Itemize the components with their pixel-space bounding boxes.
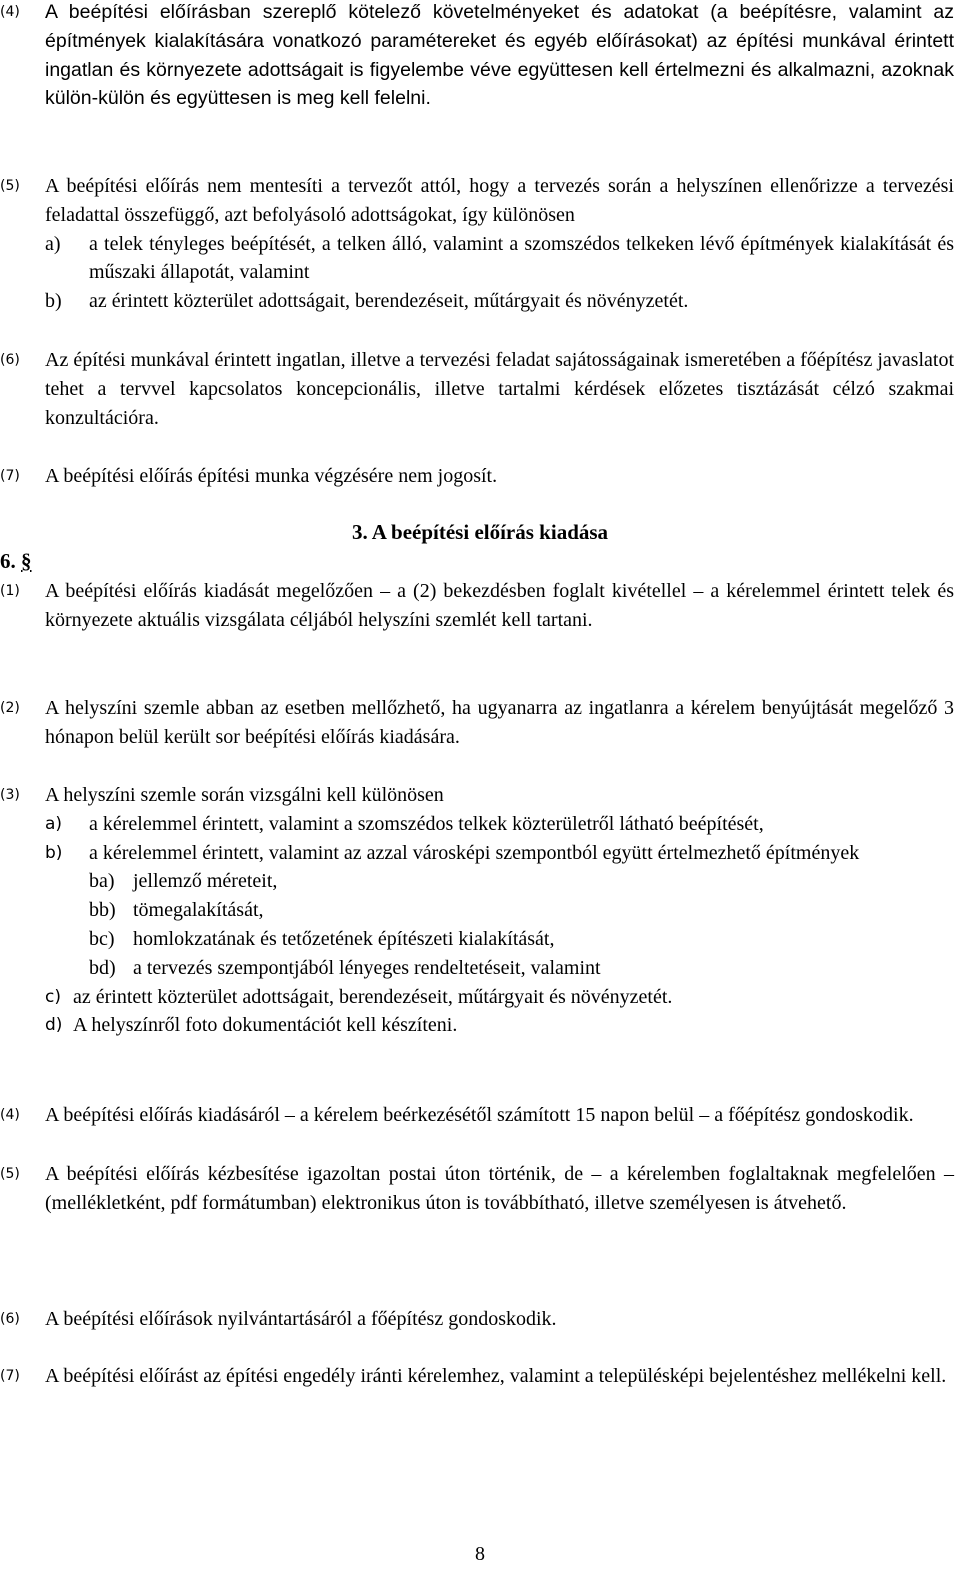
section-paragraph-3 <box>0 781 954 1040</box>
list-item-text: A helyszínről foto dokumentációt kell készíteni. <box>73 1014 458 1037</box>
section-paragraph-6 <box>0 1305 954 1334</box>
paragraph-number: (7) <box>0 1368 20 1384</box>
list-item-label: b) <box>45 290 62 313</box>
paragraph-text: A beépítési előírás építési munka végzésére nem jogosít. <box>45 465 498 487</box>
paragraph-number: (6) <box>0 352 20 368</box>
paragraph-number: (5) <box>0 178 20 194</box>
list-item-text: a kérelemmel érintett, valamint a szomszédos telkek közterületről látható beépítését, <box>89 812 764 835</box>
sub-list-item-text: a tervezés szempontjából lényeges rendeltetéseit, valamint <box>133 956 601 979</box>
sub-list-item <box>89 954 954 983</box>
list-item <box>45 810 954 839</box>
sub-list-item-label: bd) <box>89 956 116 979</box>
paragraph-text: A beépítési előírás kézbesítése igazoltan postai úton történik, de – a kérelemben foglaltaknak megfelelően – (mellékletként, pdf formátumban) elektronikus úton is továbbítható, illetve személyesen is átvehető. <box>45 1163 954 1214</box>
paragraph-number: (3) <box>0 787 20 803</box>
list-item-text: az érintett közterület adottságait, berendezéseit, műtárgyait és növényzetét. <box>89 290 689 313</box>
sub-list-item-text: jellemző méreteit, <box>133 870 278 893</box>
section-paragraph-5 <box>0 1160 954 1218</box>
paragraph-4 <box>0 0 954 113</box>
paragraph-text: A beépítési előírás kiadását megelőzően – a (2) bekezdésben foglalt kivétellel – a kérelemmel érintett telek és környezete aktuális vizsgálata céljából helyszíni szemlét kell tartani. <box>45 580 954 631</box>
sub-list-item-text: homlokzatának és tetőzetének építészeti kialakítását, <box>133 927 555 950</box>
chapter-heading: 3. A beépítési előírás kiadása <box>351 520 609 544</box>
paragraph-number: (1) <box>0 583 20 599</box>
sub-list-item-text: tömegalakítását, <box>133 899 264 922</box>
paragraph-number: (4) <box>0 4 20 20</box>
paragraph-7 <box>0 462 954 491</box>
sub-list-item <box>89 925 954 954</box>
sub-list-item-label: bb) <box>89 899 116 922</box>
paragraph-text: A helyszíni szemle abban az esetben mellőzhető, ha ugyanarra az ingatlanra a kérelem benyújtását megelőző 3 hónapon belül került sor beépítési előírás kiadására. <box>45 697 954 748</box>
section-number: 6. <box>0 549 16 573</box>
sub-list-item-label: ba) <box>89 870 115 893</box>
paragraph-number: (2) <box>0 700 20 716</box>
list-item-label: a) <box>45 813 63 834</box>
section-title <box>0 549 32 574</box>
page-number: 8 <box>475 1543 485 1565</box>
sub-list-item <box>89 867 954 896</box>
list-item-label: d) <box>45 1015 63 1036</box>
paragraph-number: (7) <box>0 468 20 484</box>
paragraph-text: A helyszíni szemle során vizsgálni kell különösen <box>45 784 444 806</box>
list-item-label: c) <box>45 986 61 1007</box>
list-item <box>45 287 954 316</box>
section-paragraph-1 <box>0 577 954 635</box>
list-item <box>45 839 954 868</box>
list-item <box>45 230 954 288</box>
list-item <box>45 983 954 1012</box>
section-paragraph-2 <box>0 694 954 752</box>
paragraph-text: A beépítési előírások nyilvántartásáról a főépítész gondoskodik. <box>45 1308 557 1330</box>
paragraph-text: A beépítési előírást az építési engedély iránti kérelemhez, valamint a településképi bejelentéshez mellékelni kell. <box>45 1365 947 1387</box>
list-item-text: a kérelemmel érintett, valamint az azzal városképi szempontból együtt értelmezhető építmények <box>89 841 860 864</box>
sub-list-item-label: bc) <box>89 927 115 950</box>
paragraph-6 <box>0 346 954 432</box>
paragraph-text: A beépítési előírásban szereplő kötelező követelményeket és adatokat (a beépítésre, valamint az építmények kialakítására vonatkozó paramétereket és egyéb előírásokat) az építési munkával érintett ingatlan és környezete adottságait is figyelembe véve együttesen kell értelmezni és alkalmazni, azoknak külön-külön és együttesen is meg kell felelni. <box>45 1 954 110</box>
section-paragraph-4 <box>0 1101 954 1130</box>
paragraph-text: A beépítési előírás nem mentesíti a tervezőt attól, hogy a tervezés során a helyszínen ellenőrizze a tervezési feladattal összefüggő, azt befolyásoló adottságokat, így különösen <box>45 175 954 226</box>
paragraph-number: (4) <box>0 1107 20 1123</box>
list-item-text: az érintett közterület adottságait, berendezéseit, műtárgyait és növényzetét. <box>73 985 673 1008</box>
section-mark: § <box>21 549 32 573</box>
list-item-text: a telek tényleges beépítését, a telken álló, valamint a szomszédos telkeken lévő építmények kialakítását és műszaki állapotát, valamint <box>89 232 954 284</box>
list-item-label: a) <box>45 232 61 255</box>
list-item <box>45 1011 954 1040</box>
paragraph-text: A beépítési előírás kiadásáról – a kérelem beérkezésétől számított 15 napon belül – a főépítész gondoskodik. <box>45 1104 914 1126</box>
section-paragraph-7 <box>0 1362 954 1391</box>
list-item-label: b) <box>45 842 63 863</box>
paragraph-5 <box>0 172 954 316</box>
paragraph-number: (5) <box>0 1166 20 1182</box>
paragraph-number: (6) <box>0 1311 20 1327</box>
paragraph-text: Az építési munkával érintett ingatlan, illetve a tervezési feladat sajátosságainak ismeretében a főépítész javaslatot tehet a tervvel kapcsolatos koncepcionális, illetve tartalmi kérdések előzetes tisztázását célzó szakmai konzultációra. <box>45 349 954 429</box>
sub-list-item <box>89 896 954 925</box>
